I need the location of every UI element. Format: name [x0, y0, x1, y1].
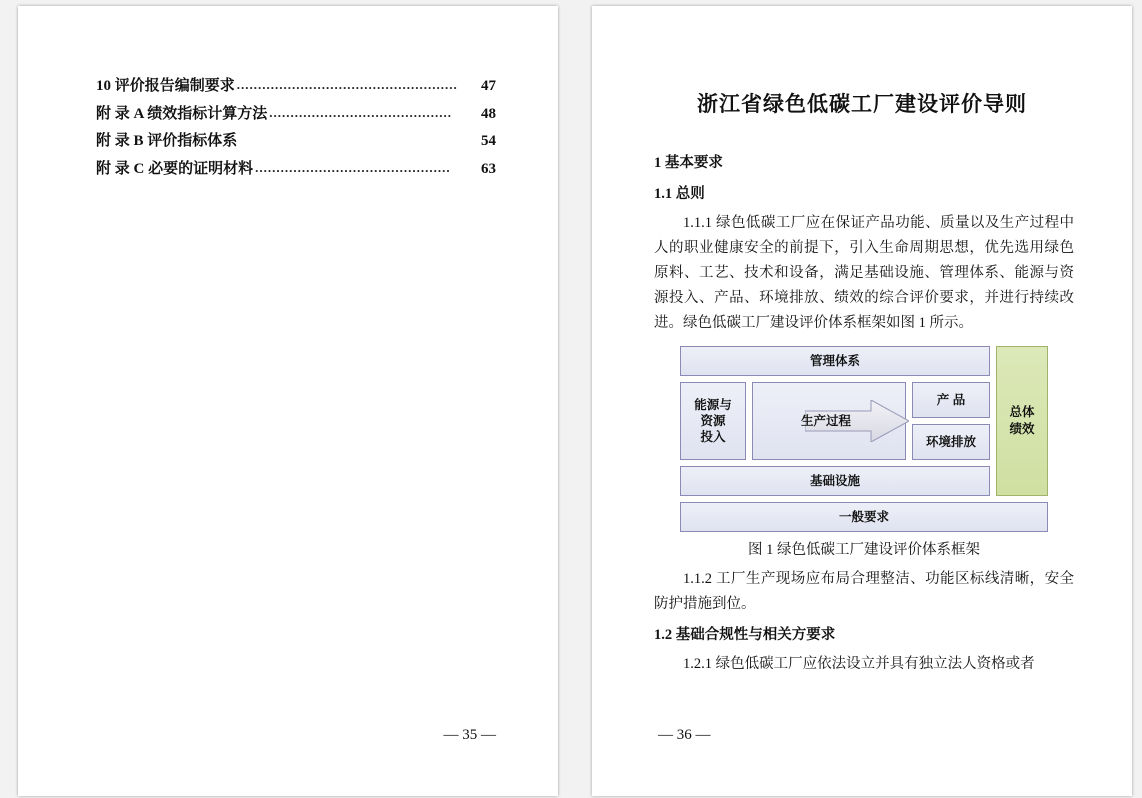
figure-block-general-requirements: 一般要求 — [680, 502, 1048, 532]
figure-block-management-system: 管理体系 — [680, 346, 990, 376]
toc-entry-label: 附 录 A 绩效指标计算方法 — [96, 106, 268, 122]
figure-block-energy-resource-input-line3: 投入 — [700, 430, 726, 444]
figure-block-product: 产 品 — [912, 382, 990, 418]
figure-block-overall-performance-line1: 总体 — [1009, 405, 1035, 419]
heading-section-1-1: 1.1 总则 — [654, 186, 705, 202]
toc-leader-dots: ........................................... — [269, 105, 453, 120]
figure-1-diagram — [680, 346, 1048, 532]
toc-entry[interactable] — [96, 155, 496, 183]
toc-entry-label: 附 录 C 必要的证明材料 — [96, 161, 254, 177]
toc-leader-dots: .................................................... — [236, 77, 458, 92]
toc-entry[interactable] — [96, 100, 496, 128]
toc-entry[interactable] — [96, 128, 496, 155]
figure-block-overall-performance-line2: 绩效 — [1009, 422, 1035, 436]
paragraph-1-1-2: 1.1.2 工厂生产现场应布局合理整洁、功能区标线清晰，安全防护措施到位。 — [654, 571, 1074, 612]
figure-block-energy-resource-input — [680, 382, 746, 460]
figure-block-overall-performance — [996, 346, 1048, 496]
toc-entry-label: 附 录 B 评价指标体系 — [96, 133, 238, 149]
page-left — [18, 6, 558, 796]
toc-entry-label: 10 评价报告编制要求 — [96, 78, 235, 94]
figure-block-infrastructure: 基础设施 — [680, 466, 990, 496]
page-body — [654, 151, 1074, 679]
page-number-left: — 35 — — [443, 727, 496, 743]
document-title: 浙江省绿色低碳工厂建设评价导则 — [697, 92, 1027, 116]
figure-1 — [654, 346, 1074, 532]
toc-entry-page: 48 — [481, 106, 496, 122]
figure-block-energy-resource-input-line1: 能源与 — [694, 398, 732, 412]
figure-block-energy-resource-input-line2: 资源 — [700, 414, 726, 428]
figure-block-production-process-label: 生产过程 — [801, 413, 852, 428]
table-of-contents — [96, 72, 496, 183]
paragraph-1-1-1: 1.1.1 绿色低碳工厂应在保证产品功能、质量以及生产过程中人的职业健康安全的前提下，引入生命周期思想，优先选用绿色原料、工艺、技术和设备，满足基础设施、管理体系、能源与资源投入、产品、环境排放、绩效的综合评价要求，并进行持续改进。绿色低碳工厂建设评价体系框架如图 1 所示。 — [654, 215, 1074, 331]
toc-entry-page: 47 — [481, 78, 496, 94]
paragraph-1-2-1: 1.2.1 绿色低碳工厂应依法设立并具有独立法人资格或者 — [683, 656, 1035, 672]
heading-section-1: 1 基本要求 — [654, 155, 723, 171]
toc-leader-dots: .............................................. — [255, 160, 451, 175]
toc-entry[interactable] — [96, 72, 496, 100]
figure-block-production-process — [752, 382, 906, 460]
page-right — [592, 6, 1132, 796]
toc-entry-page: 54 — [481, 133, 496, 149]
toc-entry-page: 63 — [481, 161, 496, 177]
page-number-right: — 36 — — [658, 727, 711, 743]
heading-section-1-2: 1.2 基础合规性与相关方要求 — [654, 627, 836, 643]
figure-block-environmental-emission: 环境排放 — [912, 424, 990, 460]
figure-1-caption: 图 1 绿色低碳工厂建设评价体系框架 — [748, 542, 980, 558]
